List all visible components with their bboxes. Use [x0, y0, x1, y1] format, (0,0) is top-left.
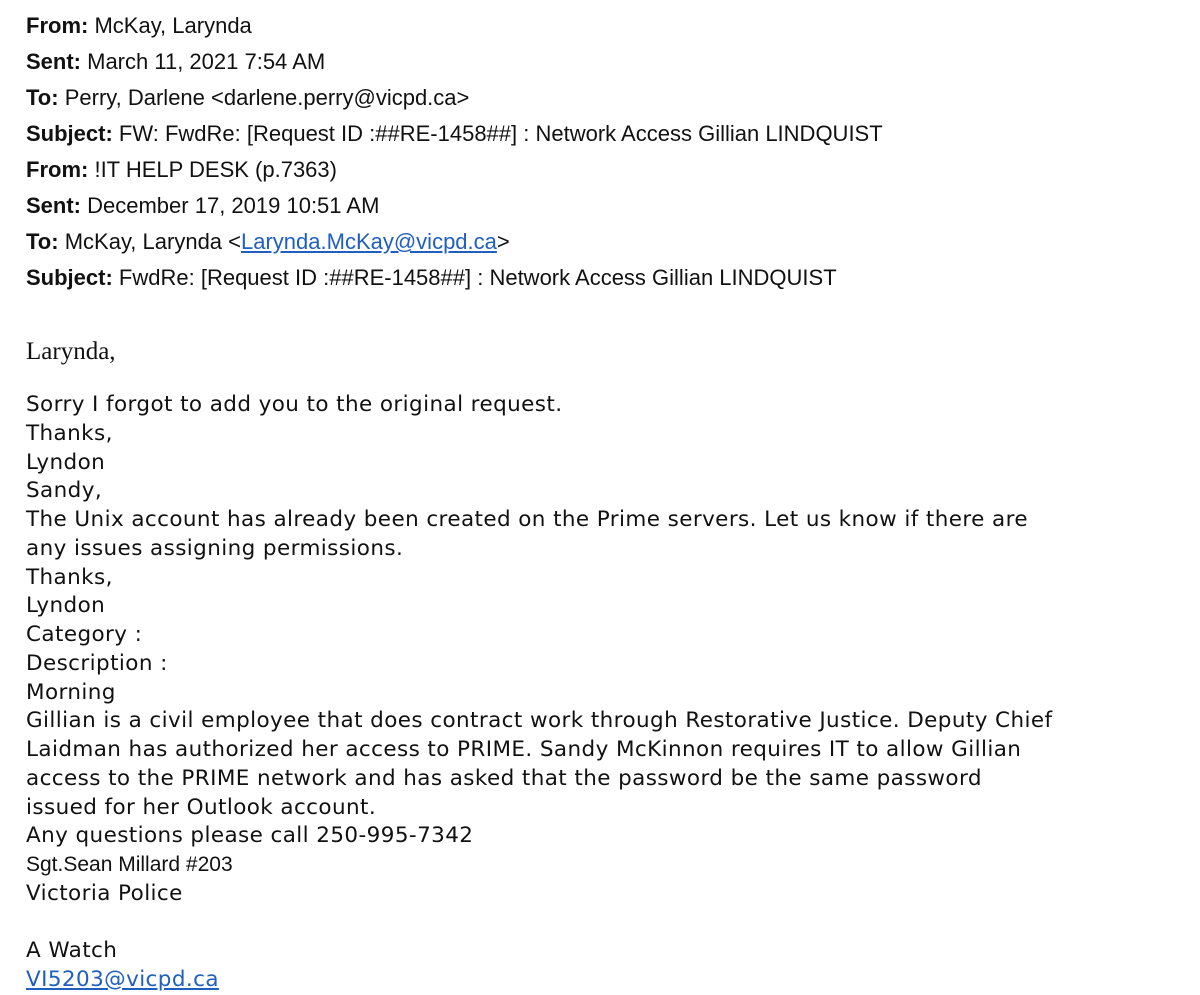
to-line [26, 80, 1176, 116]
forwarded-from-value: !IT HELP DESK (p.7363) [94, 157, 337, 182]
signature-name: Sgt.Sean Millard #203 [26, 853, 233, 876]
sent-value: March 11, 2021 7:54 AM [87, 49, 326, 74]
inner-header [26, 152, 1176, 296]
salutation: Larynda, [26, 338, 116, 365]
subject-line [26, 116, 1176, 152]
forwarded-to-email-link[interactable]: Larynda.McKay@vicpd.ca [241, 229, 497, 254]
forwarded-to-name: McKay, Larynda < [64, 229, 241, 254]
body-line: Gillian is a civil employee that does contract work through Restorative Justice. Deputy Chief [26, 708, 1053, 734]
body-line: The Unix account has already been created on the Prime servers. Let us know if there are [26, 507, 1028, 532]
subject-value: FW: FwdRe: [Request ID :##RE-1458##] : Network Access Gillian LINDQUIST [118, 121, 883, 146]
signature-email-line [26, 966, 1176, 995]
body-line: Sorry I forgot to add you to the original request. [26, 392, 563, 417]
from-value: McKay, Larynda [94, 13, 252, 38]
from-label: From: [26, 13, 89, 38]
forwarded-subject-value: FwdRe: [Request ID :##RE-1458##] : Network Access Gillian LINDQUIST [118, 265, 837, 290]
forwarded-sent-value: December 17, 2019 10:51 AM [87, 193, 380, 218]
forwarded-sent-line [26, 188, 1176, 224]
sent-label: Sent: [26, 49, 81, 74]
forwarded-from-label: From: [26, 157, 89, 182]
body-line: Category : [26, 622, 143, 647]
forwarded-subject-label: Subject: [26, 265, 113, 290]
forwarded-to-label: To: [26, 229, 59, 254]
forwarded-sent-label: Sent: [26, 193, 81, 218]
forwarded-to-line [26, 224, 1176, 260]
forwarded-from-line [26, 152, 1176, 188]
body-line: Any questions please call 250-995-7342 [26, 823, 474, 849]
body-line: Lyndon [26, 449, 106, 475]
body-line: Thanks, [26, 564, 113, 590]
sent-line [26, 44, 1176, 80]
to-label: To: [26, 85, 59, 110]
body-line: issued for her Outlook account. [26, 794, 377, 820]
body-line: Lyndon [26, 593, 106, 619]
outer-header [26, 8, 1176, 152]
signature-email-link[interactable]: VI5203@vicpd.ca [26, 967, 219, 992]
from-line [26, 8, 1176, 44]
body-line: any issues assigning permissions. [26, 535, 404, 561]
signature-org: Victoria Police [26, 880, 183, 906]
blank-line [26, 909, 1176, 938]
forwarded-to-close: > [496, 229, 510, 254]
forwarded-subject-line [26, 260, 1176, 296]
subject-label: Subject: [26, 121, 113, 146]
signature-unit: A Watch [26, 938, 118, 964]
body-line: Thanks, [26, 420, 113, 446]
email-body [26, 391, 1176, 995]
body-line: Morning [26, 679, 116, 705]
email-document [26, 8, 1176, 995]
body-line: access to the PRIME network and has asked that the password be the same password [26, 765, 982, 791]
body-line: Laidman has authorized her access to PRIME. Sandy McKinnon requires IT to allow Gillian [26, 737, 1022, 762]
body-line: Sandy, [26, 478, 103, 504]
to-value: Perry, Darlene <darlene.perry@vicpd.ca> [64, 85, 470, 110]
body-line: Description : [26, 650, 168, 676]
